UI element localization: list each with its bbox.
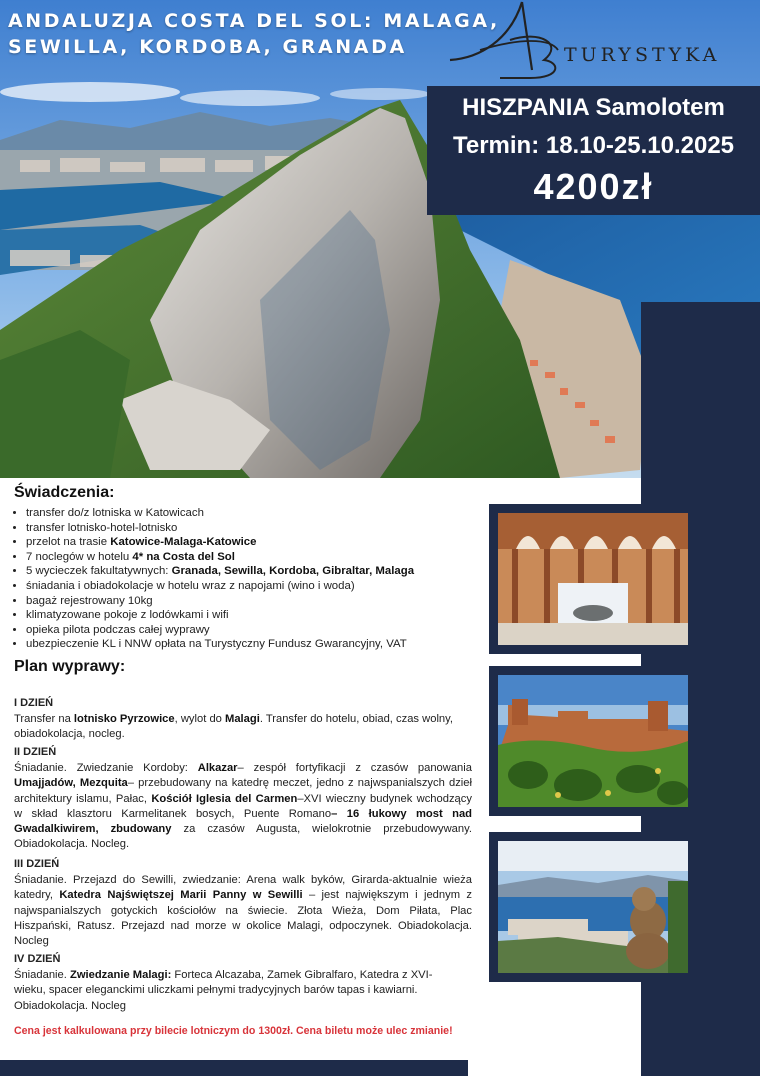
- list-item: • śniadania i obiadokolacje w hotelu wraz z napojami (wino i woda): [26, 579, 496, 594]
- day-title: I DZIEŃ: [14, 697, 54, 709]
- photo-frame-2: [489, 666, 697, 816]
- offer-box: [427, 86, 760, 215]
- offer-price: 4200zł: [533, 166, 654, 207]
- day-description: Transfer na lotnisko Pyrzowice, wylot do Malagi. Transfer do hotelu, obiad, czas wolny, obiadokolacja, nocleg.: [14, 713, 454, 741]
- day-description: Śniadanie. Zwiedzanie Kordoby: Alkazar– zespół fortyfikacji z czasów panowania Umajjadów, Mezquita– przebudowany na katedrę meczet, jedno z najwspanialszych dzieł architektury islamu, Pałac, Kościół Iglesia del Carmen–XVI wieczny budynek wchodzący w skład klasztoru Karmelitanek bosych, Puente Romano– 16 łukowy most nad Gwadalkiwirem, zbudowany za czasów Augusta, wielokrotnie przebudowywany. Obiadokolacja. Nocleg.: [14, 762, 473, 851]
- hero-title-line-2: SEWILLA, KORDOBA, GRANADA: [8, 36, 407, 58]
- list-item: • przelot na trasie Katowice-Malaga-Katowice: [26, 535, 496, 550]
- ab-monogram-logo: [440, 0, 570, 84]
- day-title: II DZIEŃ: [14, 746, 57, 758]
- alhambra-fortress-photo: [498, 675, 688, 807]
- day-3: [14, 857, 472, 949]
- photo-frame-3: [489, 832, 697, 982]
- bottom-bar: [0, 1060, 468, 1076]
- list-item: • transfer do/z lotniska w Katowicach: [26, 506, 496, 521]
- list-item: • ubezpieczenie KL i NNW opłata na Turystyczny Fundusz Gwarancyjny, VAT: [26, 637, 496, 652]
- photo-frame-1: [489, 504, 697, 654]
- list-item: • opieka pilota podczas całej wyprawy: [26, 623, 496, 638]
- price-note: Cena jest kalkulowana przy bilecie lotniczym do 1300zł. Cena biletu może ulec zmianie!: [14, 1025, 453, 1037]
- list-item: • 5 wycieczek fakultatywnych: Granada, Sewilla, Kordoba, Gibraltar, Malaga: [26, 564, 496, 579]
- day-description: Śniadanie. Zwiedzanie Malagi: Forteca Alcazaba, Zamek Gibralfaro, Katedra z XVI-wieku, spacer eleganckimi uliczkami pełnymi tradycyjnych barów tapas i kawiarni. Obiadokolacja. Nocleg: [14, 969, 433, 1012]
- day-4: [14, 952, 464, 1014]
- offer-transport: HISZPANIA Samolotem: [462, 94, 725, 121]
- brand-logo: [440, 0, 755, 84]
- hero-title: [8, 8, 500, 60]
- benefits-heading: Świadczenia:: [14, 484, 115, 501]
- plan-heading: Plan wyprawy:: [14, 658, 126, 675]
- day-1: [14, 696, 454, 743]
- list-item: • transfer lotnisko-hotel-lotnisko: [26, 521, 496, 536]
- day-title: IV DZIEŃ: [14, 953, 61, 965]
- hero-title-line-1: ANDALUZJA COSTA DEL SOL: MALAGA,: [8, 10, 500, 32]
- offer-dates: Termin: 18.10-25.10.2025: [452, 132, 735, 159]
- list-item: • bagaż rejestrowany 10kg: [26, 594, 496, 609]
- list-item: • 7 noclegów w hotelu 4* na Costa del Sol: [26, 550, 496, 565]
- benefits-list: [10, 506, 496, 652]
- day-description: Śniadanie. Przejazd do Sewilli, zwiedzanie: Arena walk byków, Girarda-aktualnie wieża katedry, Katedra Najświętszej Marii Panny w Sewilli – jest największym i jednym z najwspanialszych gotyckich kościołów na świecie. Złota Wieża, Dom Piłata, Plac Hiszpański, Ratusz. Przejazd nad morze w okolice Malagi, odpoczynek. Obiadokolacja. Nocleg: [14, 874, 472, 948]
- gibraltar-monkey-photo: [498, 841, 688, 973]
- day-2: [14, 745, 472, 852]
- alhambra-courtyard-photo: [498, 513, 688, 645]
- logo-text: TURYSTYKA: [564, 44, 721, 66]
- list-item: • klimatyzowane pokoje z lodówkami i wifi: [26, 608, 496, 623]
- day-title: III DZIEŃ: [14, 858, 60, 870]
